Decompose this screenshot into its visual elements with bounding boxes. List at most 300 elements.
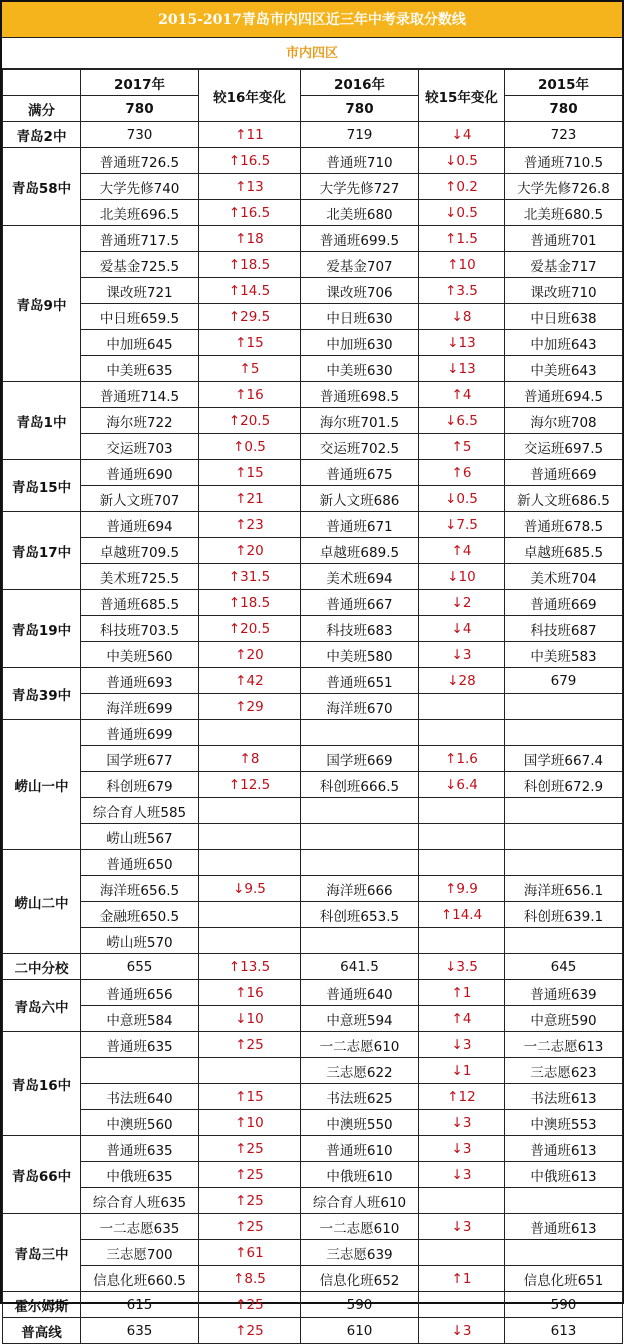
change-16-cell: ↑18 — [199, 226, 301, 252]
score-2016-cell: 一二志愿610 — [301, 1214, 419, 1240]
score-2016-cell: 海洋班666 — [301, 876, 419, 902]
score-2015-cell: 中俄班613 — [505, 1162, 623, 1188]
score-2015-cell — [505, 850, 623, 876]
change-16-cell: ↑13 — [199, 174, 301, 200]
change-16-cell: ↑61 — [199, 1240, 301, 1266]
score-2016-cell: 交运班702.5 — [301, 434, 419, 460]
score-2015-cell: 普通班639 — [505, 980, 623, 1006]
score-2015-cell: 书法班613 — [505, 1084, 623, 1110]
score-2017-cell: 三志愿700 — [81, 1240, 199, 1266]
score-2016-cell: 海洋班670 — [301, 694, 419, 720]
header-change-16: 较16年变化 — [199, 70, 301, 122]
table-row — [3, 1188, 623, 1214]
score-2017-cell: 普通班693 — [81, 668, 199, 694]
change-15-cell: ↑4 — [419, 538, 505, 564]
score-2015-cell: 普通班701 — [505, 226, 623, 252]
change-15-cell: ↓0.5 — [419, 486, 505, 512]
header-row-years — [3, 70, 623, 96]
change-15-cell: ↓4 — [419, 122, 505, 148]
table-row — [3, 1318, 623, 1344]
score-2016-cell: 科创班666.5 — [301, 772, 419, 798]
score-2016-cell: 美术班694 — [301, 564, 419, 590]
table-row — [3, 1032, 623, 1058]
score-2016-cell: 中澳班550 — [301, 1110, 419, 1136]
school-name-cell: 青岛9中 — [3, 226, 81, 382]
score-2015-cell: 723 — [505, 122, 623, 148]
score-2015-cell: 科技班687 — [505, 616, 623, 642]
score-table — [2, 69, 623, 1344]
corner-cell — [3, 70, 81, 96]
score-2016-cell: 中意班594 — [301, 1006, 419, 1032]
score-2015-cell: 三志愿623 — [505, 1058, 623, 1084]
score-2016-cell: 普通班675 — [301, 460, 419, 486]
change-15-cell: ↓6.5 — [419, 408, 505, 434]
score-2015-cell: 课改班710 — [505, 278, 623, 304]
score-2015-cell — [505, 720, 623, 746]
score-2016-cell: 中加班630 — [301, 330, 419, 356]
table-row — [3, 772, 623, 798]
score-2016-cell — [301, 850, 419, 876]
header-2016: 2016年 — [301, 70, 419, 96]
change-15-cell: ↓6.4 — [419, 772, 505, 798]
score-2017-cell: 中日班659.5 — [81, 304, 199, 330]
change-15-cell: ↑14.4 — [419, 902, 505, 928]
full-score-2016: 780 — [301, 96, 419, 122]
change-15-cell — [419, 1240, 505, 1266]
table-body — [3, 122, 623, 1344]
table-row — [3, 590, 623, 616]
change-16-cell: ↑18.5 — [199, 252, 301, 278]
table-row — [3, 1266, 623, 1292]
change-16-cell: ↑25 — [199, 1188, 301, 1214]
table-row — [3, 746, 623, 772]
table-row — [3, 460, 623, 486]
score-2016-cell: 科创班653.5 — [301, 902, 419, 928]
score-2017-cell: 一二志愿635 — [81, 1214, 199, 1240]
score-2017-cell: 中澳班560 — [81, 1110, 199, 1136]
school-name-cell: 青岛58中 — [3, 148, 81, 226]
score-2015-cell: 爱基金717 — [505, 252, 623, 278]
table-row — [3, 330, 623, 356]
score-2015-cell: 普通班669 — [505, 590, 623, 616]
change-16-cell: ↑18.5 — [199, 590, 301, 616]
score-2017-cell: 中美班560 — [81, 642, 199, 668]
change-15-cell: ↓13 — [419, 330, 505, 356]
score-2015-cell: 590 — [505, 1292, 623, 1318]
change-15-cell: ↑10 — [419, 252, 505, 278]
change-16-cell: ↑0.5 — [199, 434, 301, 460]
table-row — [3, 356, 623, 382]
score-2017-cell: 海洋班656.5 — [81, 876, 199, 902]
change-16-cell: ↑15 — [199, 330, 301, 356]
score-2015-cell: 679 — [505, 668, 623, 694]
change-16-cell: ↑12.5 — [199, 772, 301, 798]
change-15-cell: ↓3 — [419, 1162, 505, 1188]
score-2017-cell: 综合育人班635 — [81, 1188, 199, 1214]
school-name-cell: 青岛1中 — [3, 382, 81, 460]
change-15-cell: ↑3.5 — [419, 278, 505, 304]
score-2017-cell: 635 — [81, 1318, 199, 1344]
change-15-cell — [419, 1188, 505, 1214]
score-2016-cell: 普通班610 — [301, 1136, 419, 1162]
score-2015-cell — [505, 1240, 623, 1266]
school-name-cell: 青岛39中 — [3, 668, 81, 720]
table-row — [3, 1240, 623, 1266]
score-2017-cell: 崂山班567 — [81, 824, 199, 850]
change-15-cell — [419, 928, 505, 954]
change-16-cell — [199, 1058, 301, 1084]
score-2017-cell: 普通班650 — [81, 850, 199, 876]
table-row — [3, 1084, 623, 1110]
score-2015-cell: 中美班643 — [505, 356, 623, 382]
score-2017-cell: 崂山班570 — [81, 928, 199, 954]
score-2016-cell: 普通班710 — [301, 148, 419, 174]
change-16-cell — [199, 798, 301, 824]
change-15-cell: ↑6 — [419, 460, 505, 486]
school-name-cell: 普高线 — [3, 1318, 81, 1344]
table-row — [3, 1110, 623, 1136]
score-2016-cell — [301, 798, 419, 824]
score-2016-cell: 普通班640 — [301, 980, 419, 1006]
score-2016-cell: 国学班669 — [301, 746, 419, 772]
score-2017-cell: 卓越班709.5 — [81, 538, 199, 564]
score-2015-cell: 美术班704 — [505, 564, 623, 590]
change-15-cell: ↑0.2 — [419, 174, 505, 200]
change-16-cell: ↑31.5 — [199, 564, 301, 590]
score-2017-cell: 科技班703.5 — [81, 616, 199, 642]
table-row — [3, 512, 623, 538]
change-16-cell: ↑20 — [199, 538, 301, 564]
score-2015-cell: 中澳班553 — [505, 1110, 623, 1136]
score-2016-cell — [301, 928, 419, 954]
change-16-cell: ↑42 — [199, 668, 301, 694]
change-16-cell: ↓10 — [199, 1006, 301, 1032]
score-2017-cell: 海洋班699 — [81, 694, 199, 720]
change-15-cell: ↑1.6 — [419, 746, 505, 772]
change-16-cell: ↑20.5 — [199, 616, 301, 642]
table-row — [3, 798, 623, 824]
score-2016-cell: 普通班698.5 — [301, 382, 419, 408]
score-2017-cell: 中加班645 — [81, 330, 199, 356]
change-15-cell: ↓7.5 — [419, 512, 505, 538]
table-row — [3, 642, 623, 668]
score-2015-cell — [505, 824, 623, 850]
change-15-cell: ↓4 — [419, 616, 505, 642]
score-2017-cell: 730 — [81, 122, 199, 148]
score-2015-cell: 普通班694.5 — [505, 382, 623, 408]
score-2016-cell: 普通班667 — [301, 590, 419, 616]
score-2015-cell: 中美班583 — [505, 642, 623, 668]
change-16-cell: ↑15 — [199, 1084, 301, 1110]
full-score-label: 满分 — [3, 96, 81, 122]
change-15-cell — [419, 1292, 505, 1318]
score-2016-cell: 新人文班686 — [301, 486, 419, 512]
score-2017-cell: 海尔班722 — [81, 408, 199, 434]
change-16-cell: ↑8.5 — [199, 1266, 301, 1292]
change-15-cell: ↓3.5 — [419, 954, 505, 980]
table-row — [3, 694, 623, 720]
change-15-cell: ↓3 — [419, 1110, 505, 1136]
change-16-cell: ↓9.5 — [199, 876, 301, 902]
change-15-cell: ↑1.5 — [419, 226, 505, 252]
score-2017-cell: 普通班714.5 — [81, 382, 199, 408]
change-16-cell — [199, 824, 301, 850]
change-15-cell: ↑1 — [419, 980, 505, 1006]
header-2015: 2015年 — [505, 70, 623, 96]
score-2016-cell: 中日班630 — [301, 304, 419, 330]
table-row — [3, 1136, 623, 1162]
score-2016-cell: 海尔班701.5 — [301, 408, 419, 434]
score-2017-cell: 普通班694 — [81, 512, 199, 538]
score-2017-cell: 北美班696.5 — [81, 200, 199, 226]
score-2016-cell: 三志愿639 — [301, 1240, 419, 1266]
school-name-cell: 青岛三中 — [3, 1214, 81, 1292]
change-16-cell: ↑29.5 — [199, 304, 301, 330]
score-2015-cell: 645 — [505, 954, 623, 980]
score-2016-cell: 普通班651 — [301, 668, 419, 694]
change-16-cell — [199, 720, 301, 746]
score-2017-cell: 中美班635 — [81, 356, 199, 382]
change-16-cell — [199, 928, 301, 954]
score-2017-cell: 信息化班660.5 — [81, 1266, 199, 1292]
score-2017-cell: 普通班717.5 — [81, 226, 199, 252]
table-row — [3, 1006, 623, 1032]
full-score-2017: 780 — [81, 96, 199, 122]
change-15-cell — [419, 824, 505, 850]
score-2016-cell: 719 — [301, 122, 419, 148]
change-15-cell: ↑4 — [419, 382, 505, 408]
header-row-full-score — [3, 96, 623, 122]
change-16-cell: ↑25 — [199, 1032, 301, 1058]
score-2017-cell: 普通班726.5 — [81, 148, 199, 174]
change-15-cell: ↑5 — [419, 434, 505, 460]
change-16-cell: ↑16.5 — [199, 200, 301, 226]
score-2016-cell: 三志愿622 — [301, 1058, 419, 1084]
change-16-cell: ↑8 — [199, 746, 301, 772]
change-16-cell — [199, 902, 301, 928]
score-2017-cell: 615 — [81, 1292, 199, 1318]
score-2015-cell: 中日班638 — [505, 304, 623, 330]
change-16-cell: ↑25 — [199, 1214, 301, 1240]
score-2017-cell: 中俄班635 — [81, 1162, 199, 1188]
change-16-cell: ↑16 — [199, 980, 301, 1006]
change-16-cell: ↑20 — [199, 642, 301, 668]
change-15-cell: ↓3 — [419, 1318, 505, 1344]
score-2017-cell: 普通班635 — [81, 1032, 199, 1058]
table-row — [3, 538, 623, 564]
change-15-cell — [419, 850, 505, 876]
table-row — [3, 616, 623, 642]
score-2017-cell: 交运班703 — [81, 434, 199, 460]
table-row — [3, 408, 623, 434]
score-2015-cell: 普通班613 — [505, 1136, 623, 1162]
score-2016-cell: 大学先修727 — [301, 174, 419, 200]
score-2017-cell: 课改班721 — [81, 278, 199, 304]
score-2016-cell: 卓越班689.5 — [301, 538, 419, 564]
table-row — [3, 278, 623, 304]
score-2017-cell: 中意班584 — [81, 1006, 199, 1032]
table-row — [3, 174, 623, 200]
region-label: 市内四区 — [2, 38, 622, 69]
table-row — [3, 564, 623, 590]
score-2016-cell: 一二志愿610 — [301, 1032, 419, 1058]
change-15-cell: ↓1 — [419, 1058, 505, 1084]
table-row — [3, 434, 623, 460]
score-2015-cell — [505, 1188, 623, 1214]
score-2015-cell: 北美班680.5 — [505, 200, 623, 226]
table-row — [3, 720, 623, 746]
change-15-cell: ↓3 — [419, 642, 505, 668]
table-row — [3, 850, 623, 876]
sheet-title: 2015-2017青岛市内四区近三年中考录取分数线 — [2, 2, 622, 38]
change-16-cell: ↑14.5 — [199, 278, 301, 304]
score-2017-cell: 普通班656 — [81, 980, 199, 1006]
change-16-cell: ↑29 — [199, 694, 301, 720]
change-16-cell: ↑20.5 — [199, 408, 301, 434]
score-2016-cell: 普通班699.5 — [301, 226, 419, 252]
change-16-cell: ↑11 — [199, 122, 301, 148]
score-2015-cell: 科创班672.9 — [505, 772, 623, 798]
header-2017: 2017年 — [81, 70, 199, 96]
change-16-cell: ↑25 — [199, 1136, 301, 1162]
change-16-cell: ↑13.5 — [199, 954, 301, 980]
table-row — [3, 486, 623, 512]
table-row — [3, 1162, 623, 1188]
score-2015-cell: 大学先修726.8 — [505, 174, 623, 200]
change-16-cell: ↑25 — [199, 1292, 301, 1318]
change-16-cell: ↑25 — [199, 1162, 301, 1188]
score-2016-cell: 中美班630 — [301, 356, 419, 382]
table-row — [3, 902, 623, 928]
score-2017-cell: 金融班650.5 — [81, 902, 199, 928]
score-2016-cell: 综合育人班610 — [301, 1188, 419, 1214]
score-2016-cell: 信息化班652 — [301, 1266, 419, 1292]
score-2016-cell: 课改班706 — [301, 278, 419, 304]
change-16-cell: ↑21 — [199, 486, 301, 512]
school-name-cell: 青岛16中 — [3, 1032, 81, 1136]
score-2016-cell: 中美班580 — [301, 642, 419, 668]
change-15-cell: ↑1 — [419, 1266, 505, 1292]
table-row — [3, 876, 623, 902]
school-name-cell: 青岛2中 — [3, 122, 81, 148]
change-15-cell: ↓8 — [419, 304, 505, 330]
score-2015-cell — [505, 694, 623, 720]
school-name-cell: 崂山二中 — [3, 850, 81, 954]
school-name-cell: 二中分校 — [3, 954, 81, 980]
score-2017-cell: 普通班635 — [81, 1136, 199, 1162]
table-row — [3, 226, 623, 252]
score-2017-cell: 爱基金725.5 — [81, 252, 199, 278]
score-2016-cell: 爱基金707 — [301, 252, 419, 278]
header-change-15: 较15年变化 — [419, 70, 505, 122]
score-2015-cell: 交运班697.5 — [505, 434, 623, 460]
score-2015-cell: 中意班590 — [505, 1006, 623, 1032]
school-name-cell: 青岛17中 — [3, 512, 81, 590]
change-16-cell: ↑16 — [199, 382, 301, 408]
school-name-cell: 霍尔姆斯 — [3, 1292, 81, 1318]
table-row — [3, 304, 623, 330]
score-2017-cell: 综合育人班585 — [81, 798, 199, 824]
score-2015-cell: 国学班667.4 — [505, 746, 623, 772]
change-15-cell: ↓2 — [419, 590, 505, 616]
score-2017-cell: 新人文班707 — [81, 486, 199, 512]
change-15-cell: ↑9.9 — [419, 876, 505, 902]
school-name-cell: 崂山一中 — [3, 720, 81, 850]
table-row — [3, 252, 623, 278]
school-name-cell: 青岛19中 — [3, 590, 81, 668]
table-row — [3, 980, 623, 1006]
change-16-cell: ↑15 — [199, 460, 301, 486]
full-score-2015: 780 — [505, 96, 623, 122]
score-2015-cell: 613 — [505, 1318, 623, 1344]
table-row — [3, 200, 623, 226]
change-16-cell: ↑10 — [199, 1110, 301, 1136]
score-2017-cell: 大学先修740 — [81, 174, 199, 200]
table-row — [3, 1214, 623, 1240]
score-2015-cell: 普通班678.5 — [505, 512, 623, 538]
change-15-cell: ↓13 — [419, 356, 505, 382]
change-15-cell — [419, 694, 505, 720]
change-15-cell: ↓3 — [419, 1032, 505, 1058]
school-name-cell: 青岛15中 — [3, 460, 81, 512]
change-16-cell — [199, 850, 301, 876]
score-2017-cell: 美术班725.5 — [81, 564, 199, 590]
change-15-cell: ↓0.5 — [419, 148, 505, 174]
score-2015-cell: 海洋班656.1 — [505, 876, 623, 902]
score-2016-cell: 中俄班610 — [301, 1162, 419, 1188]
score-2017-cell: 国学班677 — [81, 746, 199, 772]
score-2015-cell: 新人文班686.5 — [505, 486, 623, 512]
school-name-cell: 青岛六中 — [3, 980, 81, 1032]
score-2016-cell: 北美班680 — [301, 200, 419, 226]
score-2017-cell: 书法班640 — [81, 1084, 199, 1110]
score-2017-cell: 普通班690 — [81, 460, 199, 486]
table-row — [3, 122, 623, 148]
change-15-cell: ↓0.5 — [419, 200, 505, 226]
table-row — [3, 928, 623, 954]
change-15-cell: ↑12 — [419, 1084, 505, 1110]
score-2016-cell: 641.5 — [301, 954, 419, 980]
table-row — [3, 148, 623, 174]
change-16-cell: ↑5 — [199, 356, 301, 382]
change-15-cell — [419, 720, 505, 746]
table-row — [3, 824, 623, 850]
table-row — [3, 668, 623, 694]
score-2016-cell: 书法班625 — [301, 1084, 419, 1110]
table-row — [3, 954, 623, 980]
score-2017-cell: 科创班679 — [81, 772, 199, 798]
score-2015-cell: 信息化班651 — [505, 1266, 623, 1292]
change-15-cell: ↑4 — [419, 1006, 505, 1032]
change-16-cell: ↑16.5 — [199, 148, 301, 174]
change-15-cell: ↓28 — [419, 668, 505, 694]
score-2016-cell: 普通班671 — [301, 512, 419, 538]
score-2016-cell: 科技班683 — [301, 616, 419, 642]
table-row — [3, 1292, 623, 1318]
score-2015-cell: 中加班643 — [505, 330, 623, 356]
score-2015-cell: 卓越班685.5 — [505, 538, 623, 564]
table-row — [3, 382, 623, 408]
score-2017-cell: 普通班699 — [81, 720, 199, 746]
score-2016-cell — [301, 824, 419, 850]
score-2015-cell: 普通班710.5 — [505, 148, 623, 174]
change-15-cell — [419, 798, 505, 824]
score-2017-cell — [81, 1058, 199, 1084]
score-2015-cell — [505, 928, 623, 954]
change-16-cell: ↑23 — [199, 512, 301, 538]
score-2016-cell — [301, 720, 419, 746]
score-2015-cell: 科创班639.1 — [505, 902, 623, 928]
